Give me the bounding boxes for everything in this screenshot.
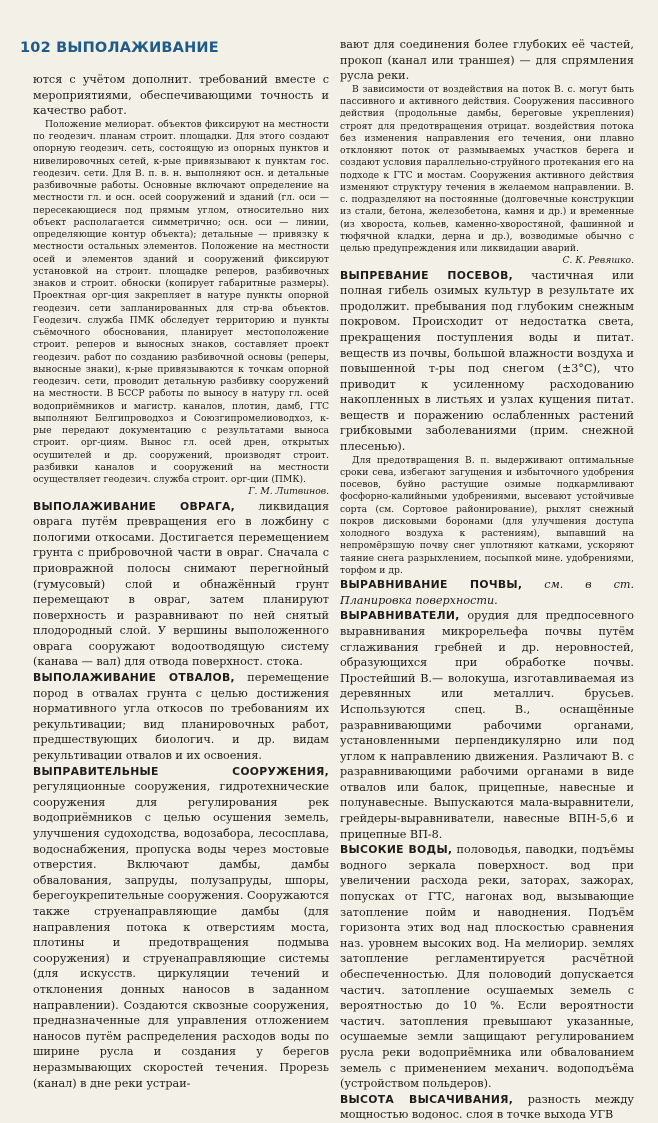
right-column xyxy=(340,37,634,1123)
entry-vyravnivateli xyxy=(340,608,634,842)
entry-text: частичная или полная гибель озимых культур в результате их продолжит. пребывания под глубоким снежным покровом. Происходит от недостатка света, прекращения поступления воды и питат. веществ из почвы, большой влажности воздуха и повышенной т-ры под снегом (±3°С), что приводит к усиленному расходованию накопленных в листьях и узлах кущения питат. веществ и поражению ослабленных растений грибковыми заболеваниями (прим. снежной плесенью). xyxy=(340,268,634,454)
entry-text: ликвидация оврага путём превращения его в ложбину с пологими откосами. Достигается перемещением грунта с прибровочной части в овраг. Сначала с приовражной полосы снимают перегнойный (гумусовый) слой и обнажённый грунт перемещают в овраг, затем планируют поверхность и разравнивают по ней снятый плодородный слой. У вершины выположенного оврага сооружают водоотводящую систему (канава — вал) для отвода поверхност. стока. xyxy=(33,499,329,669)
small-paragraph: В зависимости от воздействия на поток В. с. могут быть пассивного и активного действия. Сооружения пассивного действия (продольные дамбы, береговые укрепления) строят для предотвращения отрицат. воздействия потока без изменения направления его течения, они плавно отклоняют поток от размываемых участков берега и создают условия параллельно-струйного протекания его на подходе к ГТС и мостам. Сооружения активного действия изменяют структуру течения в желаемом направлении. В. с. подразделяют на постоянные (долговечные конструкции из стали, бетона, железобетона, камня и др.) и временные (из хвороста, кольев, каменно-хворостяной, фашинной и тюфячной кладки, дерна и др.), возводимые обычно с целью предупреждения или ликвидации аварий. xyxy=(340,83,634,255)
entry-vysokie-vody xyxy=(340,842,634,1092)
page-number: 102 xyxy=(20,40,51,56)
entry-text: орудия для предпосевного выравнивания микрорельефа почвы путём сглаживания гребней и др. неровностей, образующихся при обработке почвы. Простейший В.— волокуша, изготавливаемая из деревянных или металлич. брусьев. Используются спец. В., оснащённые разравнивающими рабочими органами, установленными перпендикулярно или под углом к направлению движения. Различают В. с разравнивающими рабочими органами в виде отвалов или балок, прицепные, навесные и полунавесные. Выпускаются мала-выравнители, грейдеры-выравниватели, навесные ВПН-5,6 и прицепные ВП-8. xyxy=(340,609,634,841)
small-paragraph: Положение мелиорат. объектов фиксируют на местности по геодезич. планам строит. площадки. Для этого создают опорную геодезич. сеть, состоящую из опорных пунктов и нивелировочных сетей, к-рые привязывают к пунктам гос. геодезич. сети. Для В. п. в. н. выполняют осн. и детальные разбивочные работы. Основные включают определение на местности гл. и осн. осей сооружений и зданий (гл. оси — пересекающиеся под прямым углом, относительно них объект располагается симметрично; осн. оси — линии, определяющие контур объекта); детальные — привязку к местности остальных элементов. Положение на местности осей и элементов зданий и сооружений фиксируют установкой на строит. площадке реперов, разбивочных знаков и строит. обноски (копирует габаритные размеры). Проектная орг-ция закрепляет в натуре пункты опорной геодезич. сети запланированных для стр-ва объектов. Геодезич. служба ПМК обследует территорию и пункты съёмочного обоснования, планирует местоположение строит. реперов и выносных знаков, составляет проект геодезич. работ по созданию разбивочной основы (реперы, выносные знаки), к-рые привязываются к точкам опорной геодезич. сети, проводит детальную разбивку сооружений на местности. В БССР работы по выносу в натуру гл. осей водоприёмников и магистр. каналов, плотин, дамб, ГТС выполняют Белгипроводхоз и Союзгипромелиоводхоз, к-рые передают документацию с результатами выноса строит. орг-циям. Вынос гл. осей дрен, открытых осушителей и др. сооружений, производят строит. разбивки каналов и сооружений на местности осуществляет геодезич. служба строит. орг-ции (ПМК). xyxy=(33,118,329,486)
author-signature: Г. М. Литвинов. xyxy=(248,486,329,498)
entry-text: см. в ст. Планировка поверхности. xyxy=(340,578,635,607)
entry-headword: ВЫПОЛАЖИВАНИЕ ОВРАГА, xyxy=(33,499,236,513)
running-title: ВЫПОЛАЖИВАНИЕ xyxy=(56,40,219,56)
entry-headword: ВЫПРАВИТЕЛЬНЫЕ СООРУЖЕНИЯ, xyxy=(33,764,329,778)
entry-text: перемещение пород в отвалах грунта с целью достижения нормативного угла откосов по требованиям их рекультивации; вид планировочных работ, предшествующих биологич. и др. видам рекультивации отвалов и их освоения. xyxy=(33,671,329,763)
left-column xyxy=(33,72,329,1091)
entry-headword: ВЫСОКИЕ ВОДЫ, xyxy=(340,843,453,857)
entry-vypolazhivanie-otvalov xyxy=(33,670,329,764)
entry-headword: ВЫПРЕВАНИЕ ПОСЕВОВ, xyxy=(340,268,514,282)
page-header xyxy=(20,40,219,56)
entry-headword: ВЫПОЛАЖИВАНИЕ ОТВАЛОВ, xyxy=(33,671,235,685)
entry-text: разность между мощностью водонос. слоя в точке выхода УГВ xyxy=(340,1092,635,1122)
entry-vypolazhivanie-ovraga xyxy=(33,499,329,671)
entry-headword: ВЫРАВНИВАТЕЛИ, xyxy=(340,609,460,623)
small-paragraph: Для предотвращения В. п. выдерживают оптимальные сроки сева, избегают загущения и избыточного удобрения посевов, буйно растущие озимые подкармливают фосфорно-калийными удобрениями, высевают устойчивые сорта (см. Сортовое районирование), рыхлят снежный покров дисковыми боронами (для улучшения доступа холодного воздуха к растениям), выпавший на непромёрзшую почву снег уплотняют катками, ускоряют таяние снега разрыхлением, посыпкой мине. удобрениями, торфом и др. xyxy=(340,454,634,576)
entry-headword: ВЫСОТА ВЫСАЧИВАНИЯ, xyxy=(340,1092,514,1106)
entry-text: регуляционные сооружения, гидротехнические сооружения для регулирования рек водоприёмников с целью осушения земель, улучшения судоходства, водозабора, лесосплава, водоснабжения, пропуска воды через мостовые отверстия. Включают дамбы, дамбы обвалования, запруды, полузапруды, шпоры, берегоукрепительные сооружения. Сооружаются также струенаправляющие дамбы (для направления потока к отверстиям моста, плотины и предотвращения подмыва сооружения) и струенаправляющие системы (для искусств. циркуляции течений и отклонения донных наносов в заданном направлении). Создаются сквозные сооружения, предназначенные для управления отложением наносов путём распределения расходов воды по ширине русла и создания у берегов неразмывающих скоростей течения. Прорезь (канал) в дне реки устраи- xyxy=(33,780,330,1090)
entry-vyprevanie-posevov xyxy=(340,268,634,455)
entry-vyravnivanie-pochvy xyxy=(340,577,634,608)
entry-vysota-vysachivaniya xyxy=(340,1092,634,1123)
entry-headword: ВЫРАВНИВАНИЕ ПОЧВЫ, xyxy=(340,578,523,592)
paragraph: ются с учётом дополнит. требований вместе с мероприятиями, обеспечивающими точность и качество работ. xyxy=(33,73,329,118)
paragraph: вают для соединения более глубоких её частей, прокоп (канал или траншея) — для спрямления русла реки. xyxy=(340,38,634,83)
entry-vypravitelnye-sooruzheniya xyxy=(33,764,329,1091)
author-signature: С. К. Ревяшко. xyxy=(562,255,634,267)
entry-text: половодья, паводки, подъёмы водного зеркала поверхност. вод при увеличении расхода реки, заторах, зажорах, попусках от ГТС, нагонах вод, вызывающие затопление пойм и наводнения. Подъём горизонта этих вод над плоскостью сравнения наз. уровнем высоких вод. На мелиорир. землях затопление регламентируется расчётной обеспеченностью. Для половодий допускается частич. затопление осушаемых земель с вероятностью до 10 %. Если вероятности частич. затопления превышают указанные, осушаемые земли защищают регулированием русла реки водоприёмника или обвалованием земель с применением механич. водоподъёма (устройством польдеров). xyxy=(340,843,634,1091)
